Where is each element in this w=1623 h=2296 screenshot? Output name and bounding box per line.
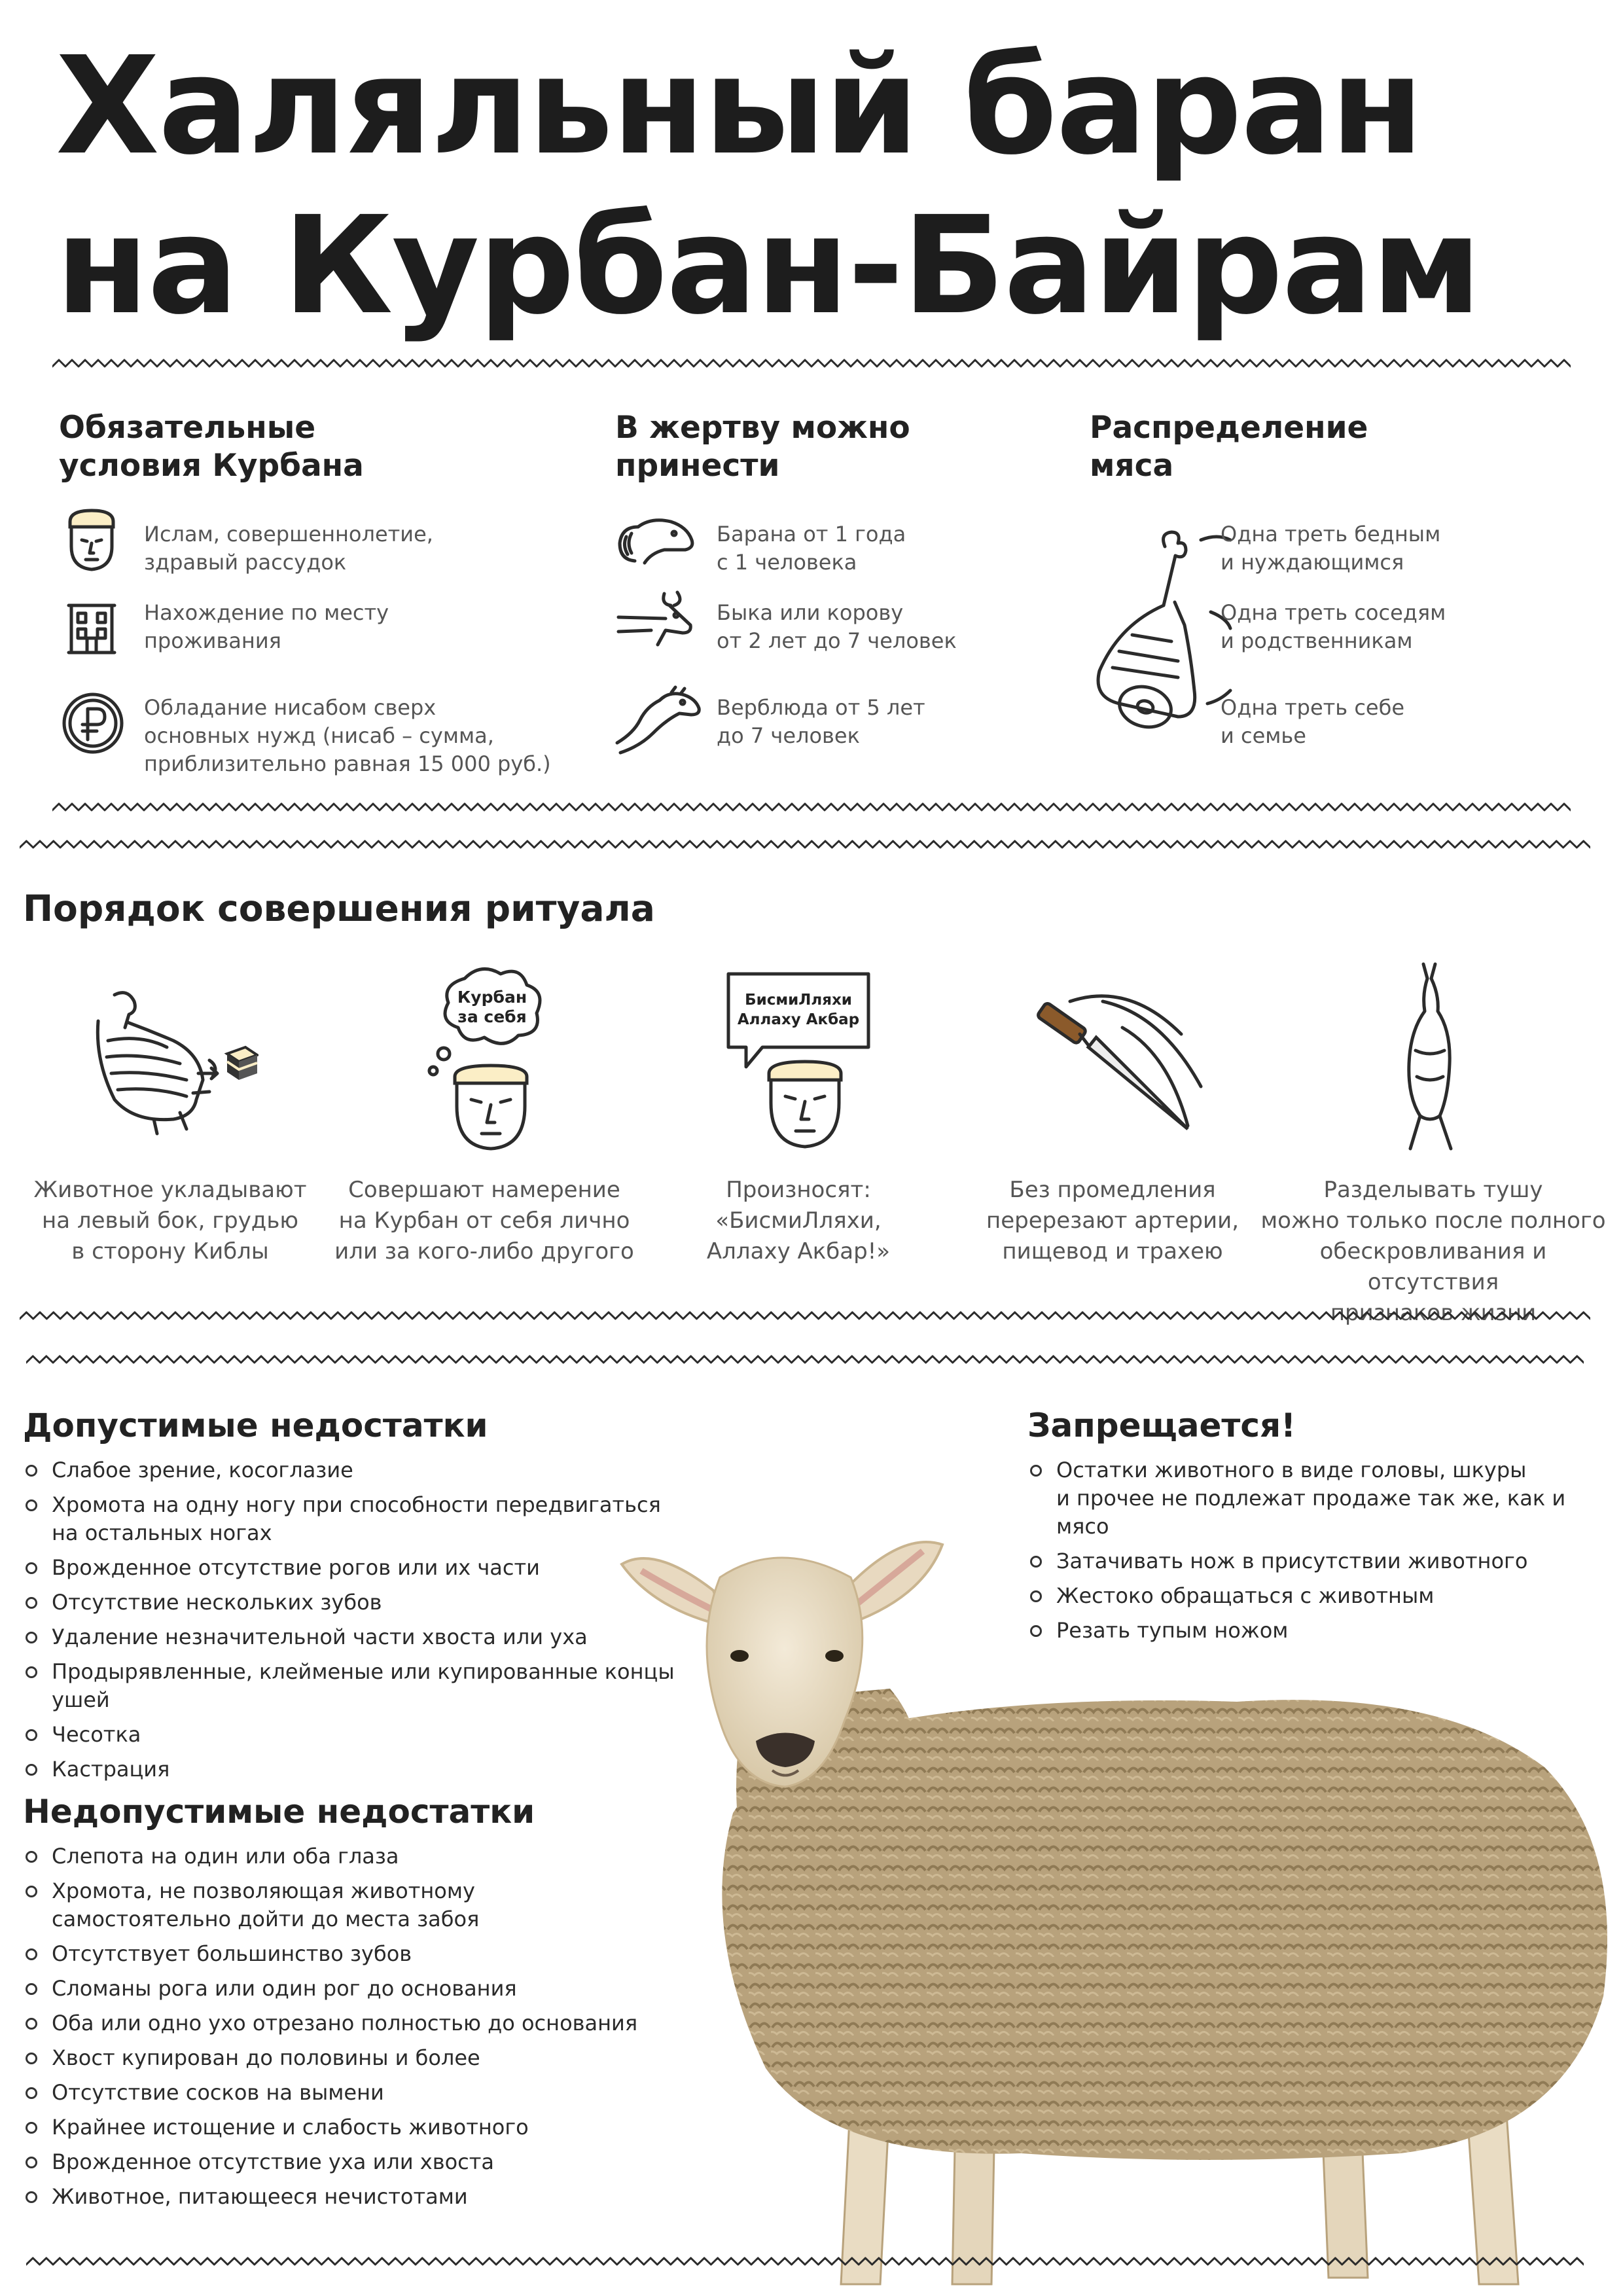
- bullet-icon: [26, 2157, 37, 2168]
- page-title: [56, 26, 1480, 346]
- bullet-icon: [26, 2191, 37, 2203]
- allowed-item: Удаление незначительной части хвоста или уха: [23, 1623, 730, 1651]
- bullet-icon: [26, 1499, 37, 1511]
- prohibited-item: Затачивать нож в присутствии животного: [1027, 1547, 1603, 1575]
- bullet-icon: [26, 1597, 37, 1609]
- forbidden-defects-heading: Недопустимые недостатки: [23, 1793, 535, 1831]
- allowed-item: Врожденное отсутствие рогов или их части: [23, 1554, 730, 1582]
- bullet-icon: [26, 1948, 37, 1960]
- title-line-1: Халяльный баран: [56, 27, 1423, 185]
- zigzag-divider: [20, 834, 1590, 861]
- bullet-icon: [26, 1764, 37, 1776]
- forbidden-defects-item: Отсутствует большинство зубов: [23, 1940, 730, 1968]
- conditions-heading: Обязательные условия Курбана: [59, 410, 364, 484]
- camel-head-icon: [607, 681, 705, 759]
- forbidden-defects-item: Крайнее истощение и слабость животного: [23, 2113, 730, 2142]
- zigzag-divider: [20, 1306, 1590, 1332]
- head-with-cap-icon: [62, 507, 121, 573]
- ritual-heading: Порядок совершения ритуала: [23, 888, 655, 929]
- condition-3-text: Обладание нисабом сверх основных нужд (нисаб – сумма, приблизительно равная 15 000 руб.): [144, 695, 551, 776]
- bullet-icon: [26, 2122, 37, 2134]
- zigzag-divider: [26, 1350, 1584, 1376]
- building-icon: [62, 592, 121, 658]
- bullet-icon: [26, 1729, 37, 1741]
- bullet-icon: [1030, 1465, 1042, 1477]
- bullet-icon: [26, 1886, 37, 1897]
- thought-bubble-line-1: Курбан: [457, 988, 527, 1007]
- ritual-step-3-text: Произносят: «БисмиЛляхи, Аллаху Акбар!»: [706, 1177, 891, 1265]
- bullet-icon: [1030, 1625, 1042, 1637]
- bullet-icon: [26, 2087, 37, 2099]
- allowed-heading: Допустимые недостатки: [23, 1407, 488, 1444]
- allowed-item: Продырявленные, клейменые или купированные концы ушей: [23, 1658, 730, 1714]
- bullet-icon: [26, 1465, 37, 1477]
- allowed-list: [23, 1456, 730, 1790]
- speech-bubble-line-2: Аллаху Акбар: [737, 1011, 860, 1028]
- speaking-head-icon: [723, 969, 874, 1152]
- sacrifice-heading: В жертву можно принести: [615, 410, 910, 484]
- thought-bubble-line-2: за себя: [457, 1007, 527, 1026]
- sheep-kaaba-icon: [88, 982, 259, 1139]
- zigzag-divider: [52, 353, 1571, 380]
- ritual-step-2-text: Совершают намерение на Курбан от себя лично или за кого-либо другого: [334, 1177, 634, 1265]
- bullet-icon: [1030, 1556, 1042, 1568]
- distribution-heading: Распределение мяса: [1090, 410, 1368, 484]
- forbidden-defects-item: Животное, питающееся нечистотами: [23, 2183, 730, 2211]
- bullet-icon: [26, 1983, 37, 1995]
- meat-leg-icon: [1080, 527, 1243, 743]
- title-line-2: на Курбан-Байрам: [56, 187, 1481, 344]
- forbidden-defects-item: Врожденное отсутствие уха или хвоста: [23, 2148, 730, 2176]
- prohibited-heading: Запрещается!: [1027, 1407, 1296, 1444]
- distribution-3-text: Одна треть себе и семье: [1221, 695, 1405, 748]
- zigzag-divider: [52, 797, 1571, 823]
- bullet-icon: [26, 1562, 37, 1574]
- allowed-item: Хромота на одну ногу при способности передвигаться на остальных ногах: [23, 1491, 730, 1547]
- ruble-coin-icon: [60, 691, 126, 756]
- ritual-step-5-text: Разделывать тушу можно только после полного обескровливания и отсутствия признаков жизни: [1260, 1177, 1606, 1326]
- ram-head-icon: [612, 514, 697, 573]
- speech-bubble-line-1: БисмиЛляхи: [745, 992, 852, 1009]
- sacrifice-3-text: Верблюда от 5 лет до 7 человек: [717, 695, 925, 748]
- prohibited-list: [1027, 1456, 1603, 1651]
- ritual-step-4-text: Без промедления перерезают артерии, пищевод и трахею: [986, 1177, 1240, 1265]
- prohibited-item: Остатки животного в виде головы, шкуры и прочее не подлежат продаже так же, как и мясо: [1027, 1456, 1603, 1541]
- forbidden-defects-item: Хромота, не позволяющая животному самостоятельно дойти до места забоя: [23, 1877, 730, 1933]
- carcass-icon: [1384, 959, 1476, 1155]
- bullet-icon: [26, 1851, 37, 1863]
- bullet-icon: [26, 1632, 37, 1643]
- distribution-2-text: Одна треть соседям и родственникам: [1221, 600, 1446, 653]
- prohibited-item: Резать тупым ножом: [1027, 1617, 1603, 1645]
- bullet-icon: [1030, 1590, 1042, 1602]
- forbidden-defects-item: Хвост купирован до половины и более: [23, 2044, 730, 2072]
- distribution-1-text: Одна треть бедным и нуждающимся: [1221, 522, 1441, 575]
- prohibited-item: Жестоко обращаться с животным: [1027, 1582, 1603, 1610]
- thinking-head-icon: [419, 962, 563, 1152]
- allowed-item: Кастрация: [23, 1755, 730, 1784]
- forbidden-defects-item: Оба или одно ухо отрезано полностью до основания: [23, 2009, 730, 2037]
- allowed-item: Слабое зрение, косоглазие: [23, 1456, 730, 1484]
- knife-icon: [1031, 975, 1214, 1145]
- condition-1-text: Ислам, совершеннолетие, здравый рассудок: [144, 522, 433, 575]
- sacrifice-2-text: Быка или корову от 2 лет до 7 человек: [717, 600, 957, 653]
- bullet-icon: [26, 1666, 37, 1678]
- bullet-icon: [26, 2018, 37, 2030]
- bullet-icon: [26, 2053, 37, 2064]
- forbidden-defects-list: [23, 1842, 730, 2217]
- forbidden-defects-item: Сломаны рога или один рог до основания: [23, 1975, 730, 2003]
- bull-head-icon: [612, 586, 697, 658]
- ritual-step-1-text: Животное укладывают на левый бок, грудью в сторону Киблы: [33, 1177, 307, 1265]
- allowed-item: Чесотка: [23, 1721, 730, 1749]
- zigzag-divider: [26, 2251, 1584, 2278]
- condition-2-text: Нахождение по месту проживания: [144, 600, 389, 653]
- sacrifice-1-text: Барана от 1 года с 1 человека: [717, 522, 906, 575]
- forbidden-defects-item: Отсутствие сосков на вымени: [23, 2079, 730, 2107]
- forbidden-defects-item: Слепота на один или оба глаза: [23, 1842, 730, 1871]
- allowed-item: Отсутствие нескольких зубов: [23, 1588, 730, 1617]
